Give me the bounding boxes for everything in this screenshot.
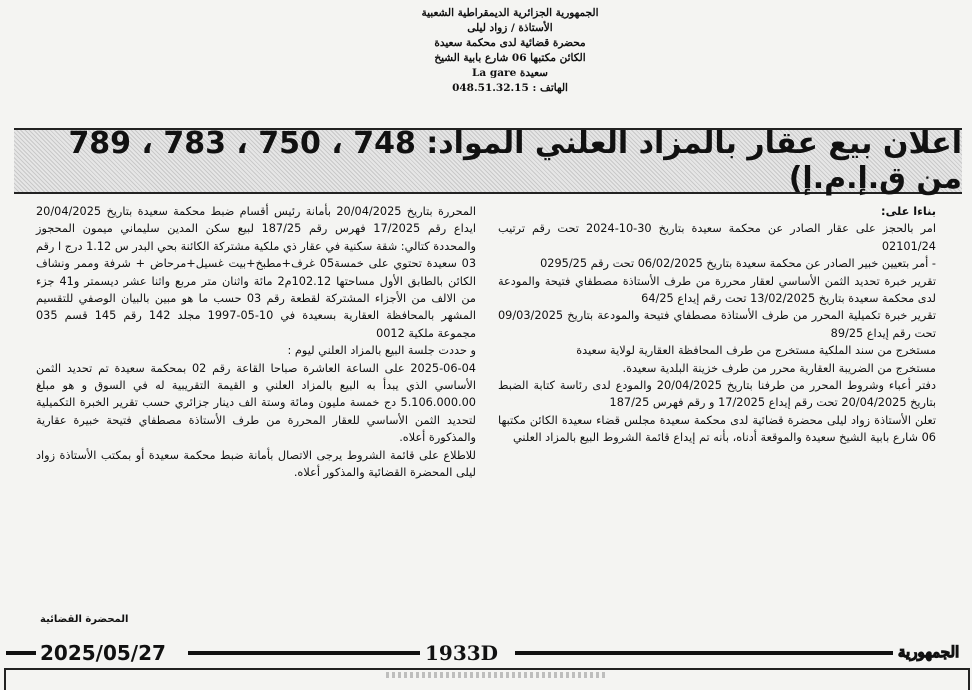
faint-bleed-through (386, 672, 606, 678)
left-column (36, 203, 476, 482)
newspaper-logo: الجمهورية (898, 643, 960, 661)
header-city: سعيدة La gare (472, 67, 548, 79)
paragraph: امر بالحجز على عقار الصادر عن محكمة سعيدة بتاريخ 30-10-2024 تحت رقم ترتيب 02101/24 (498, 222, 936, 253)
paragraph: مستخرج من سند الملكية مستخرج من طرف المحافظة العقارية لولاية سعيدة (576, 344, 936, 358)
header-address: الكائن مكتبها 06 شارع بابية الشيخ (434, 52, 586, 64)
signature-label: المحضرة القضائية (40, 614, 129, 625)
paragraph: للاطلاع على قائمة الشروط يرجى الاتصال بأمانة ضبط محكمة سعيدة أو بمكتب الأستاذة زواد ليلى المحضرة القضائية والمذكور أعلاه. (36, 448, 476, 480)
paragraph: 2025-06-04 على الساعة العاشرة صباحا القاعة رقم 02 بمحكمة سعيدة تم تحديد الثمن الأساسي الذي يبدأ به البيع بالمزاد العلني و القيمة التقريبية له في السوق و هو مبلغ 5.106.000.00 دج خمسة مليون ومائة وستة الف دينار جزائري حسب تقرير الخبرة التكميلية لتحديد الثمن الأساسي للعقار المحررة من طرف الأستاذة مصطفاي فتيحة خبيرة عقارية والمذكورة أعلاه. (36, 361, 476, 445)
paragraph: مستخرج من الضريبة العقارية محرر من طرف خزينة البلدية سعيدة. (622, 361, 936, 375)
footer-rule (188, 651, 420, 655)
issue-code: 1933D (425, 641, 499, 665)
paragraph: تقرير خبرة تكميلية المحرر من طرف الأستاذة مصطفاي فتيحة والمودعة بتاريخ 09/03/2025 تحت رقم إيداع 89/25 (498, 309, 936, 340)
paragraph: دفتر أعباء وشروط المحرر من طرفنا بتاريخ 20/04/2025 والمودع لدى رئاسة كتابة الضبط بتاريخ 20/04/2025 تحت رقم إيداع 17/2025 و رقم فهرس 187/25 (498, 379, 936, 410)
paragraph: تعلن الأستاذة زواد ليلى محضرة قضائية لدى محكمة سعيدة مجلس قضاء سعيدة الكائن مكتبها 06 شارع بابية الشيخ سعيدة والموقعة أدناه، بأنه تم إيداع قائمة الشروط البيع بالمزاد العلني (498, 413, 936, 445)
next-article-frame (4, 668, 970, 690)
issue-date: 2025/05/27 (40, 641, 166, 665)
right-column (498, 203, 936, 447)
paragraph: تقرير خبرة تحديد الثمن الأساسي لعقار محررة من طرف الأستاذة مصطفاي فتيحة والمودعة لدى محكمة سعيدة بتاريخ 13/02/2025 تحت رقم إيداع 64/25 (498, 274, 936, 306)
header-republic: الجمهورية الجزائرية الديمقراطية الشعبية (421, 7, 599, 19)
paragraph: و حددت جلسة البيع بالمزاد العلني ليوم : (287, 344, 476, 358)
header-phone: الهاتف : 048.51.32.15 (452, 82, 568, 94)
right-column-heading: بناءا على: (881, 205, 936, 218)
bailiff-header (360, 6, 660, 96)
page-footer (0, 639, 972, 667)
footer-rule (6, 651, 36, 655)
paragraph: - أمر بتعيين خبير الصادر عن محكمة سعيدة بتاريخ 06/02/2025 تحت رقم 0295/25 (540, 257, 936, 271)
header-bailiff-name: الأستاذة / زواد ليلى (467, 22, 553, 34)
title-banner (14, 128, 962, 194)
paragraph: المحررة بتاريخ 20/04/2025 بأمانة رئيس أقسام ضبط محكمة سعيدة بتاريخ 20/04/2025 ايداع رقم 17/2025 فهرس رقم 187/25 لبيع سكن المدين سليماني ميمون المحجوز والمحددة كتالي: شقة سكنية في عقار ذي ملكية مشتركة الكائنة بحي البدر س 1.12 درج ا رقم 03 سعيدة تحتوي على خمسة05 غرف+مطبخ+بيت غسيل+مرحاض + شرفة وممر ونشاف الكائن بالطابق الأول مساحتها 102.12م2 مائة واثنان متر مربع واثنا عشر ديسمتر و41 جزء من الالف من الأجزاء المشتركة لقطعة رقم 03 حسب ما هو مبين بالبيان الوصفي للتقسيم المشهر بالمحافظة العقارية بسعيدة في 10-05-1997 مجلد 142 رقم 145 قسم 035 مجموعة ملكية 0012 (36, 205, 477, 340)
announcement-title: اعلان بيع عقار بالمزاد العلني المواد: 748 ، 750 ، 783 ، 789 من ق.إ.م.إ) (68, 126, 962, 196)
footer-rule (515, 651, 893, 655)
header-office: محضرة قضائية لدى محكمة سعيدة (434, 37, 586, 49)
